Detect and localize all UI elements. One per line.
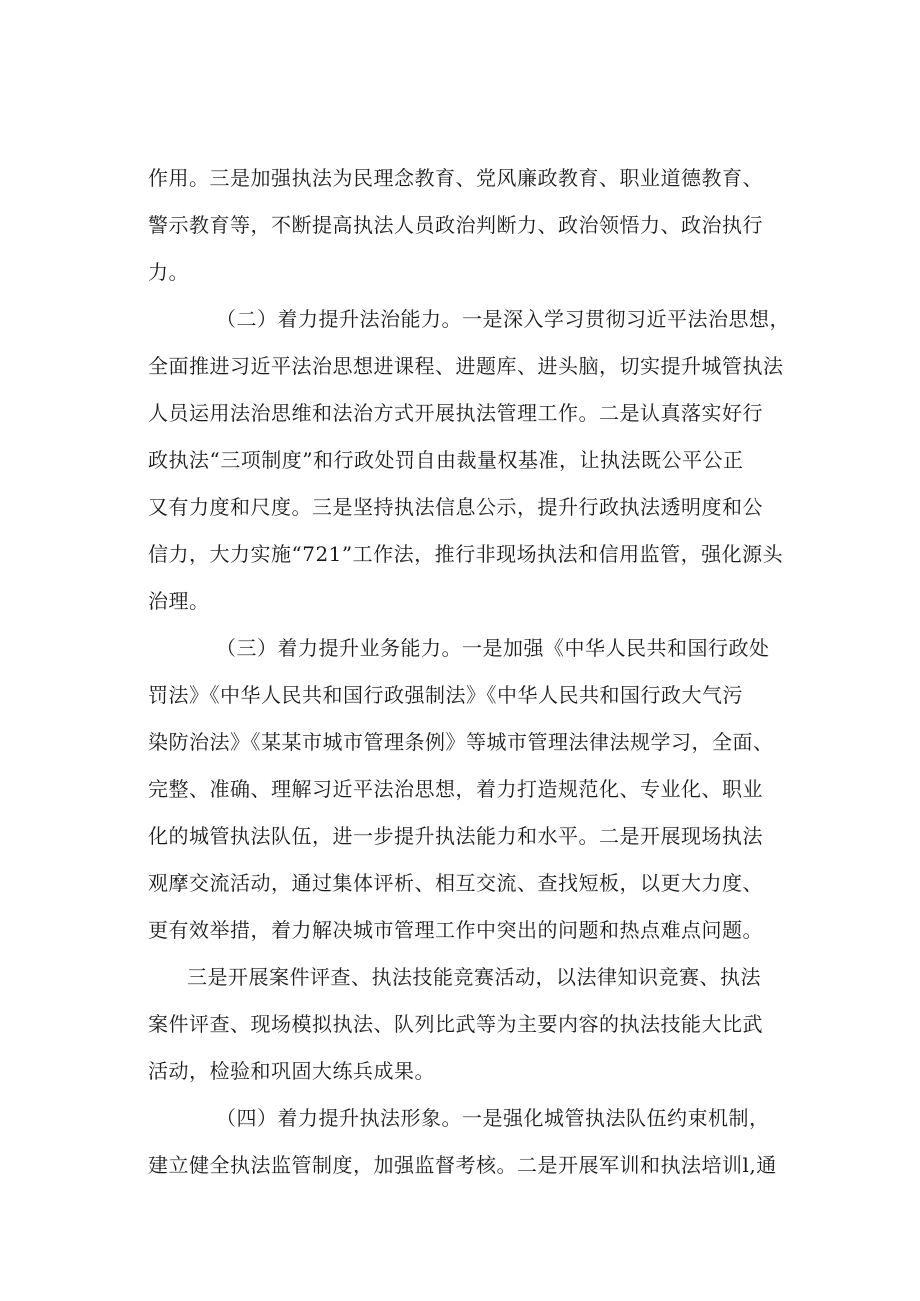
paragraph-heading-3: （三）着力提升业务能力。一是加强《中华人民共和国行政处 <box>216 636 770 660</box>
text-line: 活动，检验和巩固大练兵成果。 <box>148 1059 435 1083</box>
text-line: 治理。 <box>148 589 210 613</box>
text-line: 案件评查、现场模拟执法、队列比武等为主要内容的执法技能大比武 <box>148 1012 763 1036</box>
text-line: 作用。三是加强执法为民理念教育、党风廉政教育、职业道德教育、 <box>148 166 763 190</box>
text-line: 观摩交流活动，通过集体评析、相互交流、查找短板，以更大力度、 <box>148 871 763 895</box>
text-line: 政执法“三项制度”和行政处罚自由裁量权基准，让执法既公平公正 <box>148 448 744 472</box>
paragraph-heading-4: （四）着力提升执法形象。一是强化城管执法队伍约束机制， <box>216 1106 770 1130</box>
paragraph-heading-2: （二）着力提升法治能力。一是深入学习贯彻习近平法治思想， <box>216 307 790 331</box>
text-line: 全面推进习近平法治思想进课程、进题库、进头脑，切实提升城管执法 <box>148 354 784 378</box>
text-line: 信力，大力实施“721”工作法，推行非现场执法和信用监管，强化源头 <box>148 542 784 566</box>
text-line: 化的城管执法队伍，进一步提升执法能力和水平。二是开展现场执法 <box>148 824 763 848</box>
text-line: 染防治法》《某某市城市管理条例》等城市管理法律法规学习，全面、 <box>148 730 774 754</box>
text-line: 力。 <box>148 260 189 284</box>
text-line: 更有效举措，着力解决城市管理工作中突出的问题和热点难点问题。 <box>148 918 763 942</box>
text-line: 完整、准确、理解习近平法治思想，着力打造规范化、专业化、职业 <box>148 777 763 801</box>
text-line: 三是开展案件评查、执法技能竞赛活动，以法律知识竞赛、执法 <box>187 965 761 989</box>
text-line: 建立健全执法监管制度，加强监督考核。二是开展军训和执法培训l,通 <box>148 1153 777 1177</box>
text-line: 警示教育等，不断提高执法人员政治判断力、政治领悟力、政治执行 <box>148 213 763 237</box>
text-line: 又有力度和尺度。三是坚持执法信息公示，提升行政执法透明度和公 <box>148 495 763 519</box>
text-line: 罚法》《中华人民共和国行政强制法》《中华人民共和国行政大气污 <box>148 683 743 707</box>
text-line: 人员运用法治思维和法治方式开展执法管理工作。二是认真落实好行 <box>148 401 763 425</box>
